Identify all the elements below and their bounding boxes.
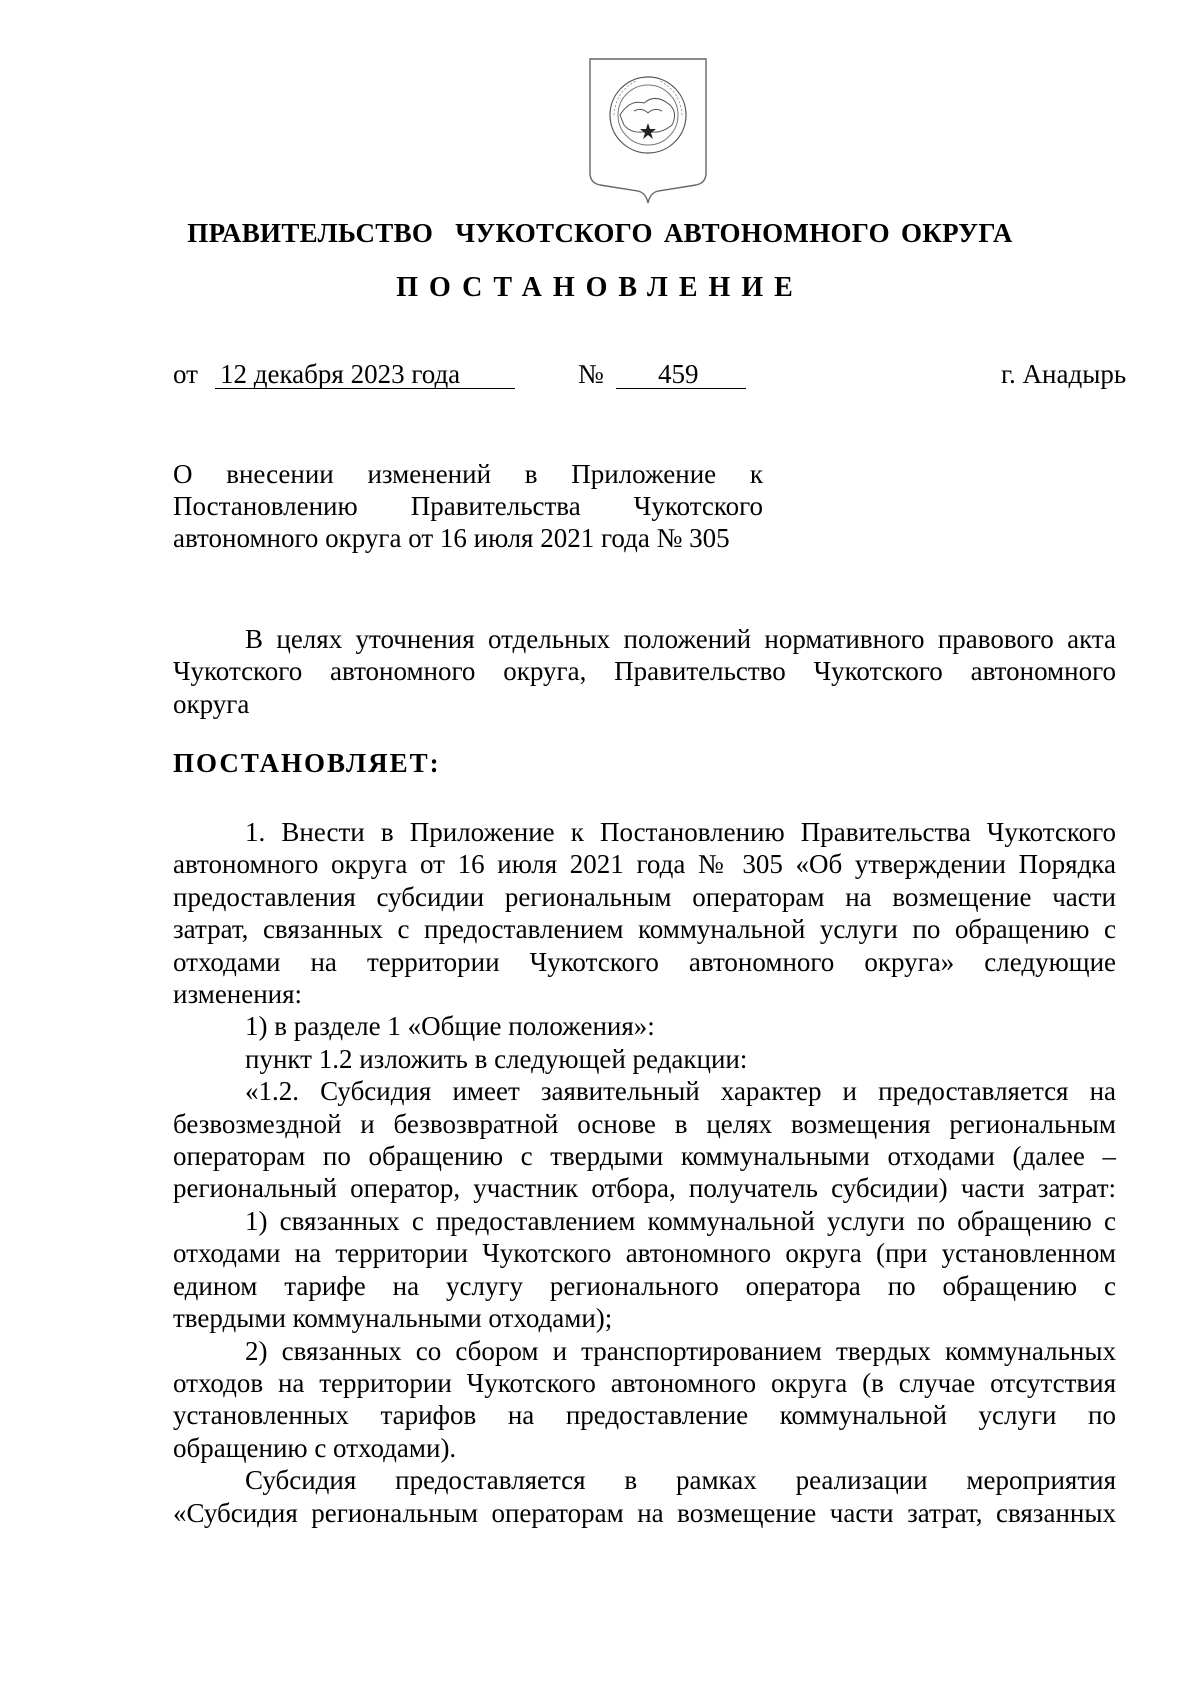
body-line: операторам по обращению с твердыми коммунальными отходами (далее – xyxy=(173,1141,1116,1172)
subject-line: Постановлению Правительства Чукотского xyxy=(173,491,763,521)
subject-line: О внесении изменений в Приложение к xyxy=(173,459,763,489)
body-line: 1. Внести в Приложение к Постановлению Правительства Чукотского xyxy=(245,817,1116,847)
coat-of-arms-emblem xyxy=(586,55,710,205)
decree-heading: ПОСТАНОВЛЯЕТ: xyxy=(173,748,441,778)
body-line: предоставления субсидии региональным операторам на возмещение части xyxy=(173,881,1116,912)
number-label: № xyxy=(578,359,604,389)
body-line: 1) связанных с предоставлением коммунальной услуги по обращению с xyxy=(245,1205,1116,1236)
document-type-title: ПОСТАНОВЛЕНИЕ xyxy=(396,272,804,303)
document-subject xyxy=(173,458,763,554)
subject-line: автономного округа от 16 июля 2021 года № 305 xyxy=(173,523,730,553)
number-underline xyxy=(616,388,746,389)
preamble-paragraph xyxy=(173,623,1116,720)
body-line: изменения: xyxy=(173,979,303,1010)
body-line: установленных тарифов на предоставление коммунальной услуги по xyxy=(173,1400,1116,1431)
body-line: автономного округа от 16 июля 2021 года № 305 «Об утверждении Порядка xyxy=(173,849,1116,880)
body-line: отходов на территории Чукотского автономного округа (в случае отсутствия xyxy=(173,1367,1116,1398)
body-line: Субсидия предоставляется в рамках реализации мероприятия xyxy=(245,1465,1116,1496)
body-line: твердыми коммунальными отходами); xyxy=(173,1303,613,1334)
preamble-line: округа xyxy=(173,688,250,719)
document-number: 459 xyxy=(658,359,699,389)
document-date: 12 декабря 2023 года xyxy=(220,359,461,389)
city-name: г. Анадырь xyxy=(1001,359,1127,389)
body-line: 2) связанных со сбором и транспортированием твердых коммунальных xyxy=(245,1335,1116,1366)
date-underline xyxy=(215,388,515,389)
body-line: затрат, связанных с предоставлением коммунальной услуги по обращению с xyxy=(173,914,1116,945)
document-body xyxy=(173,816,1116,1529)
body-line: «1.2. Субсидия имеет заявительный характер и предоставляется на xyxy=(245,1076,1116,1107)
body-line: едином тарифе на услугу регионального оператора по обращению с xyxy=(173,1270,1116,1301)
organization-title: ПРАВИТЕЛЬСТВО ЧУКОТСКОГО АВТОНОМНОГО ОКРУГА xyxy=(187,218,1013,248)
body-line: безвозмездной и безвозвратной основе в целях возмещения региональным xyxy=(173,1108,1116,1139)
body-line: отходами на территории Чукотского автономного округа (при установленном xyxy=(173,1238,1116,1269)
preamble-line: Чукотского автономного округа, Правительство Чукотского автономного xyxy=(173,656,1116,687)
body-line: обращению с отходами). xyxy=(173,1432,457,1463)
body-line: отходами на территории Чукотского автономного округа» следующие xyxy=(173,946,1116,977)
body-line: 1) в разделе 1 «Общие положения»: xyxy=(245,1011,655,1042)
date-from-label: от xyxy=(173,359,198,389)
body-line: региональный оператор, участник отбора, получатель субсидии) части затрат: xyxy=(173,1173,1116,1204)
body-line: «Субсидия региональным операторам на возмещение части затрат, связанных xyxy=(173,1497,1116,1528)
body-line: пункт 1.2 изложить в следующей редакции: xyxy=(245,1043,748,1074)
preamble-line: В целях уточнения отдельных положений нормативного правового акта xyxy=(245,624,1116,654)
